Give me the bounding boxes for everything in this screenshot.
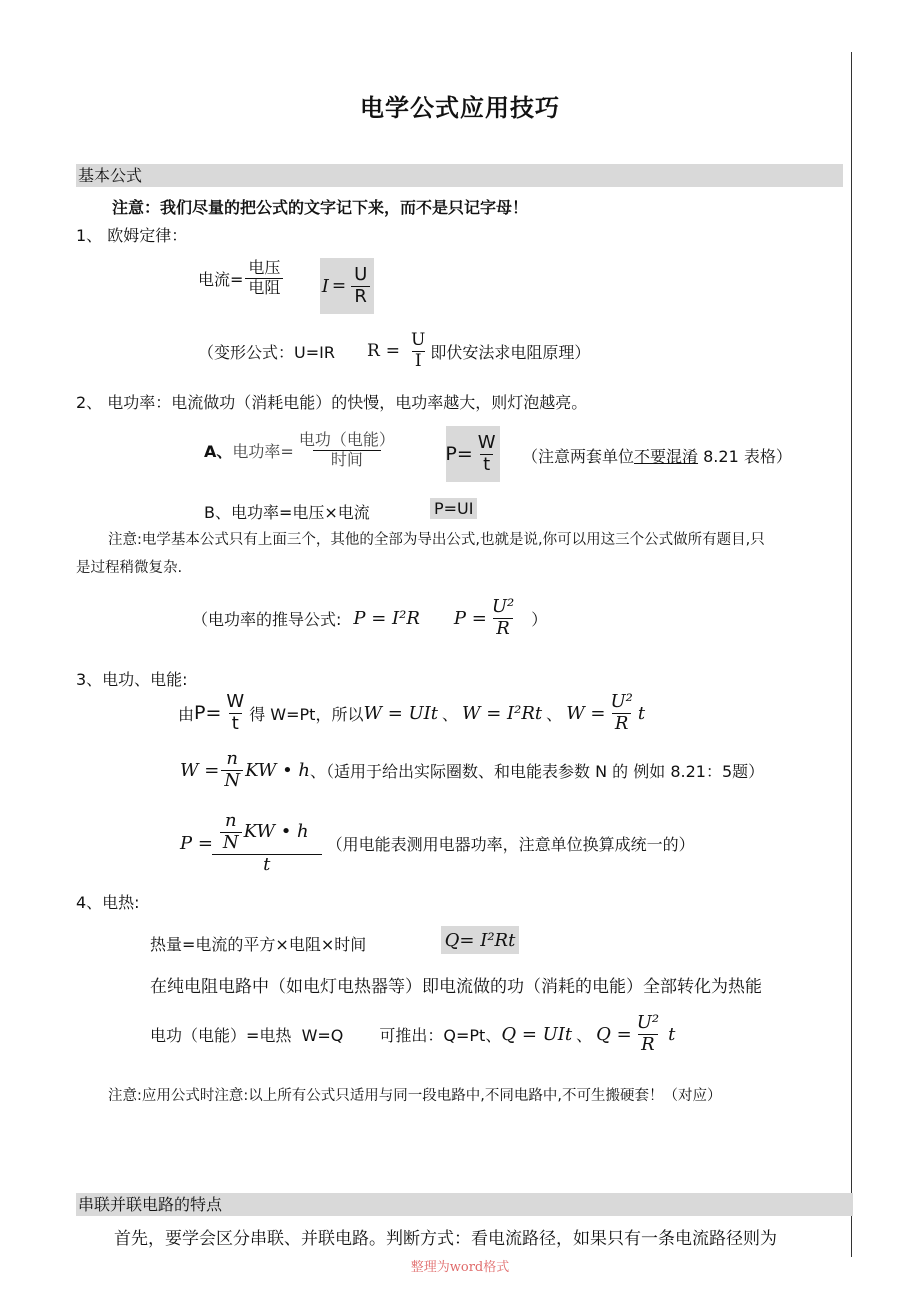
work-line3-inner-numerator: n xyxy=(225,810,237,831)
work-line2-note: 、（适用于给出实际圈数、和电能表参数 N 的 例如 8.21：5题） xyxy=(310,761,765,781)
work-line2-fraction xyxy=(221,750,243,791)
power-derivation-fraction xyxy=(489,598,517,639)
final-note: 注意:应用公式时注意:以上所有公式只适用与同一段电路中,不同电路中,不可生搬硬套！（对应） xyxy=(108,1088,722,1104)
power-derivation-f2-lhs: P = xyxy=(453,607,487,629)
series-parallel-paragraph: 首先，要学会区分串联、并联电路。判断方式：看电流路径，如果只有一条电流路径则为 xyxy=(114,1229,777,1249)
power-unit-note-prefix: （注意两套单位 xyxy=(522,447,635,466)
power-a-prefix: A、 xyxy=(204,441,233,461)
section-heading-basic-formulas xyxy=(76,164,843,187)
work-line1-sep1: 、 xyxy=(442,704,459,724)
power-symbol-denominator: t xyxy=(480,454,493,475)
work-line2-rest: KW • h xyxy=(245,759,311,781)
work-line2 xyxy=(180,750,764,791)
work-line2-lhs: W = xyxy=(180,759,220,781)
work-line1-f1: W = UIt xyxy=(363,702,439,724)
work-line1-denominator: t xyxy=(229,713,242,734)
work-line1-f3-fraction xyxy=(608,693,636,734)
work-line1-sep2: 、 xyxy=(546,704,563,724)
basic-note-line1: 注意:电学基本公式只有上面三个，其他的全部为导出公式,也就是说,你可以用这三个公式做所有题目,只 xyxy=(108,532,765,548)
power-unit-note xyxy=(522,444,792,467)
basic-note-line2: 是过程稍微复杂. xyxy=(76,560,183,576)
power-derivation-suffix: ） xyxy=(531,609,548,629)
heat-line3-fraction xyxy=(634,1014,662,1055)
work-line3-note: （用电能表测用电器功率，注意单位换算成统一的） xyxy=(326,834,695,854)
work-line1-f3-numerator: U² xyxy=(610,691,633,712)
power-b-text: B、电功率=电压×电流 xyxy=(204,503,370,522)
work-line1-f3-t: t xyxy=(637,702,646,724)
power-word-lhs: 电功率= xyxy=(232,441,294,461)
power-b-formula xyxy=(430,498,477,519)
section2-heading-text: 串联并联电路的特点 xyxy=(78,1195,223,1214)
ohm-word-denominator: 电阻 xyxy=(245,278,283,297)
work-line1-f3-lhs: W = xyxy=(566,702,606,724)
ohm-variant-R: R xyxy=(366,341,380,362)
ohm-variant-suffix: 即伏安法求电阻原理） xyxy=(430,342,591,362)
section-heading-text: 基本公式 xyxy=(78,166,143,185)
item-heat-label: 4、电热: xyxy=(76,893,140,912)
power-b-formula-text: P=UI xyxy=(434,499,474,518)
work-line3 xyxy=(180,812,695,875)
ohm-symbol-I: I xyxy=(321,275,329,297)
ohm-word-numerator: 电压 xyxy=(248,258,281,277)
item-power-label: 2、 电功率：电流做功（消耗电能）的快慢，电功率越大，则灯泡越亮。 xyxy=(76,393,588,412)
work-line1-mid: 得 W=Pt，所以 xyxy=(249,704,364,724)
heat-line3-sep: 、 xyxy=(576,1025,593,1045)
power-symbol-fraction xyxy=(475,431,499,475)
ohm-word-formula xyxy=(198,260,285,297)
footer-watermark: 整理为word格式 xyxy=(410,1260,510,1275)
heat-line3-mid: 可推出：Q=Pt、 xyxy=(379,1025,502,1045)
power-symbol-formula xyxy=(446,426,500,482)
item-work-label: 3、电功、电能: xyxy=(76,670,188,689)
heat-line3-f2-lhs: Q = xyxy=(596,1023,632,1045)
work-line3-lhs: P = xyxy=(180,832,213,854)
power-word-formula xyxy=(204,432,400,469)
ohm-symbol-eq: = xyxy=(331,276,347,296)
heat-word-formula: 热量=电流的平方×电阻×时间 xyxy=(150,935,367,954)
ohm-symbol-formula xyxy=(320,258,374,314)
power-unit-note-suffix: 8.21 表格） xyxy=(698,447,792,466)
heat-line3-numerator: U² xyxy=(636,1012,660,1033)
page-title: 电学公式应用技巧 xyxy=(360,94,560,122)
work-line1-numerator: W xyxy=(226,691,245,712)
right-margin-rule xyxy=(851,52,852,1257)
power-derivation-denominator: R xyxy=(493,618,513,639)
note-memorize-words: 注意：我们尽量的把公式的文字记下来，而不是只记字母！ xyxy=(112,198,529,217)
heat-line3-prefix: 电功（电能）=电热 W=Q xyxy=(150,1025,344,1045)
heat-line3 xyxy=(150,1014,675,1055)
work-line2-denominator: N xyxy=(221,770,243,791)
heat-symbol-text: Q= I²Rt xyxy=(444,929,516,951)
work-line2-numerator: n xyxy=(226,748,238,769)
heat-line3-t: t xyxy=(668,1023,676,1045)
work-line1 xyxy=(178,693,645,734)
ohm-symbol-fraction xyxy=(351,263,370,307)
ohm-variant-denominator: I xyxy=(412,351,425,371)
power-symbol-numerator: W xyxy=(477,431,496,453)
power-derivation-f1: P = I²R xyxy=(353,607,420,629)
power-derivation-numerator: U² xyxy=(491,596,515,617)
work-line3-inner-denominator: N xyxy=(220,832,242,853)
ohm-variant-numerator: U xyxy=(411,330,426,350)
power-word-numerator: 电功（电能） xyxy=(298,430,395,449)
power-symbol-lhs: P= xyxy=(445,443,473,465)
work-line3-numerator xyxy=(215,812,319,854)
ohm-variant-line xyxy=(198,332,590,371)
ohm-symbol-denominator: R xyxy=(351,286,370,307)
ohm-variant-prefix: （变形公式：U=IR xyxy=(198,342,335,362)
work-line1-P: P= xyxy=(194,702,222,725)
section-heading-series-parallel xyxy=(76,1193,853,1216)
heat-line3-denominator: R xyxy=(638,1034,658,1055)
power-derivation-line xyxy=(192,598,547,639)
heat-line3-f1: Q = UIt xyxy=(501,1023,573,1045)
work-line1-prefix: 由 xyxy=(178,704,195,724)
power-word-denominator: 时间 xyxy=(313,450,381,469)
work-line1-fraction xyxy=(223,693,247,734)
ohm-variant-fraction xyxy=(408,332,428,371)
power-unit-note-underlined: 不要混淆 xyxy=(634,447,699,466)
power-b-line xyxy=(204,500,370,523)
heat-symbol-formula xyxy=(441,926,519,954)
ohm-variant-eq: = xyxy=(385,341,401,362)
work-line3-fraction xyxy=(215,812,319,875)
item-ohm-law-label: 1、 欧姆定律： xyxy=(76,226,188,245)
work-line1-f2: W = I²Rt xyxy=(462,702,543,724)
power-derivation-prefix: （电功率的推导公式: xyxy=(192,609,342,629)
heat-line2: 在纯电阻电路中（如电灯电热器等）即电流做的功（消耗的电能）全部转化为热能 xyxy=(150,977,762,997)
work-line3-denominator: t xyxy=(212,854,322,875)
work-line3-inner-rest: KW • h xyxy=(243,820,309,842)
work-line1-f3-denominator: R xyxy=(612,713,632,734)
ohm-symbol-numerator: U xyxy=(354,263,368,285)
ohm-word-lhs: 电流= xyxy=(198,269,244,289)
power-word-fraction xyxy=(296,432,398,469)
work-line3-inner-fraction xyxy=(220,812,242,853)
ohm-word-fraction xyxy=(245,260,283,297)
